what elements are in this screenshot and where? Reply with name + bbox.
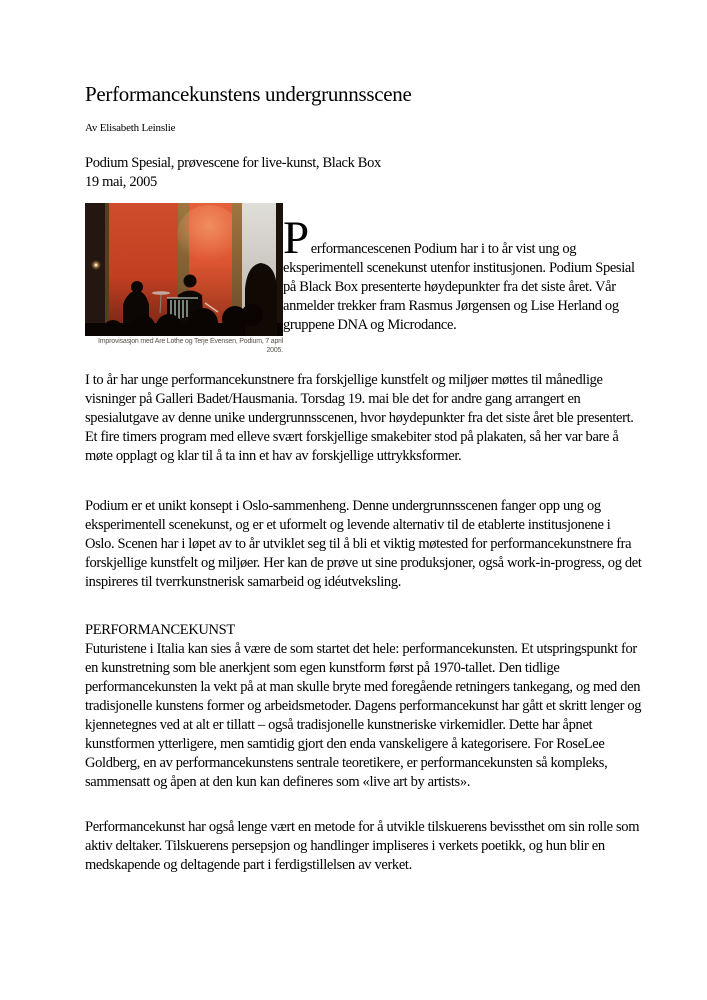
paragraph-4: Performancekunst har også lenge vært en metode for å utvikle tilskuerens bevissthet om sin rolle som aktiv deltaker. Tilskuerens persepsjon og handlinger impliseres i verkets poetikk, og hun blir en medskapende og deltagende part i ferdigstillelsen av verket. (85, 819, 640, 873)
performance-photo-illustration (85, 203, 283, 336)
paragraph-3: Futuristene i Italia kan sies å være de som startet det hele: performancekunsten. Et utspringspunkt for en kunstretning som ble anerkjent som egen kunstform først på 1970-tallet. Den tidlige performancekunsten la vekt på at man skulle bryte med foregående retningers tankegang, og med den tradisjonelle kunstens former og arbeidsmetoder. Dagens performancekunst har gått et skritt lenger og kjennetegnes ved at alt er tillatt – også tradisjonelle kunstneriske virkemidler. Dette har åpnet kunstformen ytterligere, men samtidig gjort den enda vanskeligere å kategorisere. For RoseLee Goldberg, en av performancekunstens sentrale teoretikere, er performancekunsten så kompleks, sammensatt og åpen at den kun kan defineres som «live art by artists». (85, 641, 642, 790)
photo-caption: Improvisasjon med Are Lothe og Terje Evensen, Podium, 7 april 2005. (98, 338, 283, 354)
lead-paragraph (283, 203, 639, 335)
paragraph-2: Podium er et unikt konsept i Oslo-sammenheng. Denne undergrunnsscenen fanger opp ung og eksperimentell scenekunst, og er et uformelt og levende alternativ til de etablerte institusjonene i Oslo. Scenen har i løpet av to år utviklet seg til å bli et viktig møtested for performancekunstnere fra forskjellige kunstfelt og miljøer. Her kan de prøve ut sine produksjoner, også work-in-progress, og det inspireres til tverrkunstnerisk samarbeid og idéutveksling. (85, 498, 642, 590)
section-heading: PERFORMANCEKUNST (85, 622, 235, 638)
page-title: Performancekunstens undergrunnsscene (85, 82, 412, 106)
performancekunst-section (85, 621, 643, 792)
article-photo (85, 203, 283, 355)
drop-cap-initial: P (283, 212, 309, 264)
lead-text: erformancescenen Podium har i to år vist ung og eksperimentell scenekunst utenfor institusjonen. Podium Spesial på Black Box presenterte høydepunkter fra det siste året. Vår anmelder trekker fram Rasmus Jørgensen og Lise Herland og gruppene DNA og Microdance. (283, 241, 635, 333)
venue-line: Podium Spesial, prøvescene for live-kunst, Black Box (85, 155, 381, 171)
paragraph-1: I to år har unge performancekunstnere fra forskjellige kunstfelt og miljøer møttes til månedlige visninger på Galleri Badet/Hausmania. Torsdag 19. mai ble det for andre gang arrangert en spesialutgave av denne unike undergrunnsscenen, hvor høydepunkter fra det siste året ble presentert. Et fire timers program med elleve svært forskjellige smakebiter stod på plakaten, så her var bare å møte opplagt og klar til å ta inn et hav av forskjellige uttrykksformer. (85, 372, 634, 464)
date-line: 19 mai, 2005 (85, 174, 157, 190)
byline: Av Elisabeth Leinslie (85, 122, 176, 134)
